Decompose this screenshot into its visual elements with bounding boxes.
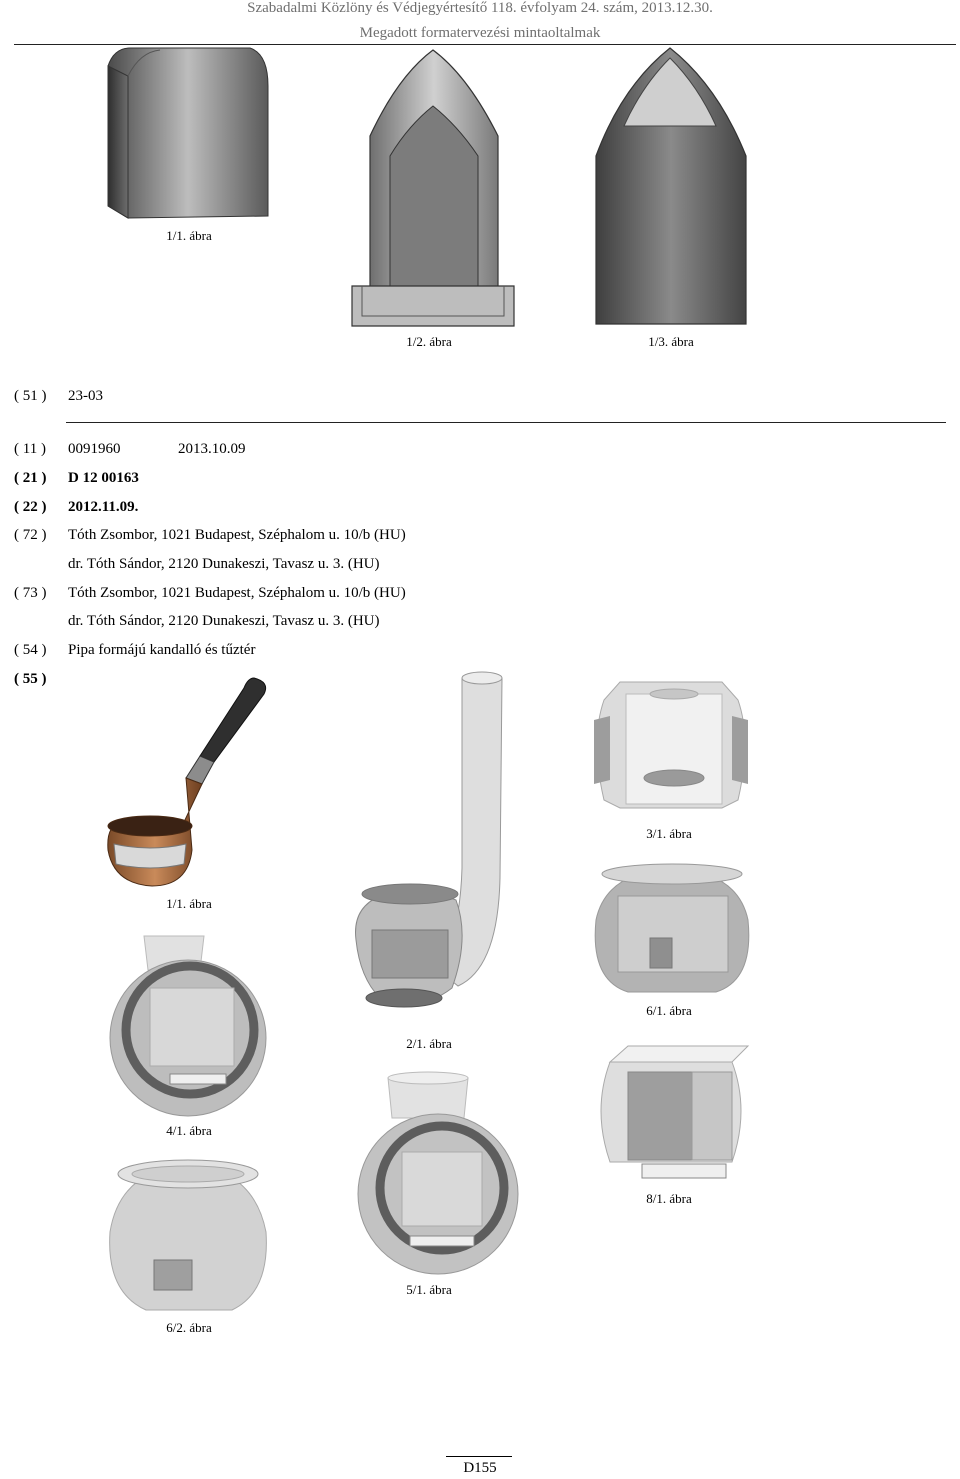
code-55: ( 55 ) — [14, 671, 47, 687]
figure-5-1-drawing — [352, 1070, 528, 1278]
registration-date: 2013.10.09 — [178, 441, 246, 457]
figure-8-1-caption: 8/1. ábra — [646, 1191, 692, 1206]
figure-6-1-caption: 6/1. ábra — [646, 1003, 692, 1018]
record-54 — [14, 642, 255, 659]
owner-2: dr. Tóth Sándor, 2120 Dunakeszi, Tavasz u. 3. (HU) — [68, 613, 380, 629]
record-55 — [14, 671, 68, 688]
record-73-cont — [14, 613, 380, 630]
figure-3-1-drawing — [586, 670, 756, 820]
code-54: ( 54 ) — [14, 642, 47, 658]
registration-number: 0091960 — [68, 441, 121, 457]
figure-2-1-caption: 2/1. ábra — [406, 1036, 452, 1051]
figure-1-2-caption: 1/2. ábra — [406, 334, 452, 349]
figure-1-2-drawing — [348, 46, 518, 328]
figure-5-1-caption: 5/1. ábra — [406, 1282, 452, 1297]
record-72-cont — [14, 556, 380, 573]
record-divider — [66, 422, 946, 423]
figure-2-1-drawing — [350, 668, 530, 1033]
figure-1-3-caption: 1/3. ábra — [648, 334, 694, 349]
footer-rule — [446, 1456, 512, 1457]
designer-2: dr. Tóth Sándor, 2120 Dunakeszi, Tavasz u. 3. (HU) — [68, 556, 380, 572]
figure-1-1-bottom-caption: 1/1. ábra — [166, 896, 212, 911]
application-number: D 12 00163 — [68, 470, 139, 486]
locarno-class: 23-03 — [68, 388, 103, 404]
code-11: ( 11 ) — [14, 441, 46, 457]
record-11 — [14, 441, 246, 458]
figure-6-2-drawing — [104, 1152, 272, 1316]
figure-1-1-caption: 1/1. ábra — [166, 228, 212, 243]
figure-6-1-drawing — [588, 860, 756, 998]
figure-4-1-caption: 4/1. ábra — [166, 1123, 212, 1138]
design-title: Pipa formájú kandalló és tűztér — [68, 642, 256, 658]
code-21: ( 21 ) — [14, 470, 47, 486]
designer-1: Tóth Zsombor, 1021 Budapest, Széphalom u. 10/b (HU) — [68, 527, 406, 543]
figure-3-1-caption: 3/1. ábra — [646, 826, 692, 841]
record-21 — [14, 470, 139, 487]
code-51: ( 51 ) — [14, 388, 47, 404]
classification-line — [14, 388, 103, 405]
filing-date: 2012.11.09. — [68, 499, 139, 515]
header-divider — [14, 44, 956, 45]
code-72: ( 72 ) — [14, 527, 47, 543]
owner-1: Tóth Zsombor, 1021 Budapest, Széphalom u. 10/b (HU) — [68, 585, 406, 601]
page-number: D155 — [463, 1460, 497, 1476]
figure-8-1-drawing — [588, 1040, 756, 1188]
record-72 — [14, 527, 406, 544]
code-73: ( 73 ) — [14, 585, 47, 601]
figure-1-1-drawing — [100, 46, 275, 221]
record-73 — [14, 585, 406, 602]
record-22 — [14, 499, 138, 516]
figure-1-3-drawing — [592, 46, 752, 328]
figure-4-1-drawing — [104, 930, 274, 1120]
figure-6-2-caption: 6/2. ábra — [166, 1320, 212, 1335]
section-title: Megadott formatervezési mintaoltalmak — [359, 25, 601, 41]
figure-pipe-drawing — [104, 672, 274, 892]
code-22: ( 22 ) — [14, 499, 47, 515]
journal-title: Szabadalmi Közlöny és Védjegyértesítő 118. évfolyam 24. szám, 2013.12.30. — [247, 0, 713, 16]
